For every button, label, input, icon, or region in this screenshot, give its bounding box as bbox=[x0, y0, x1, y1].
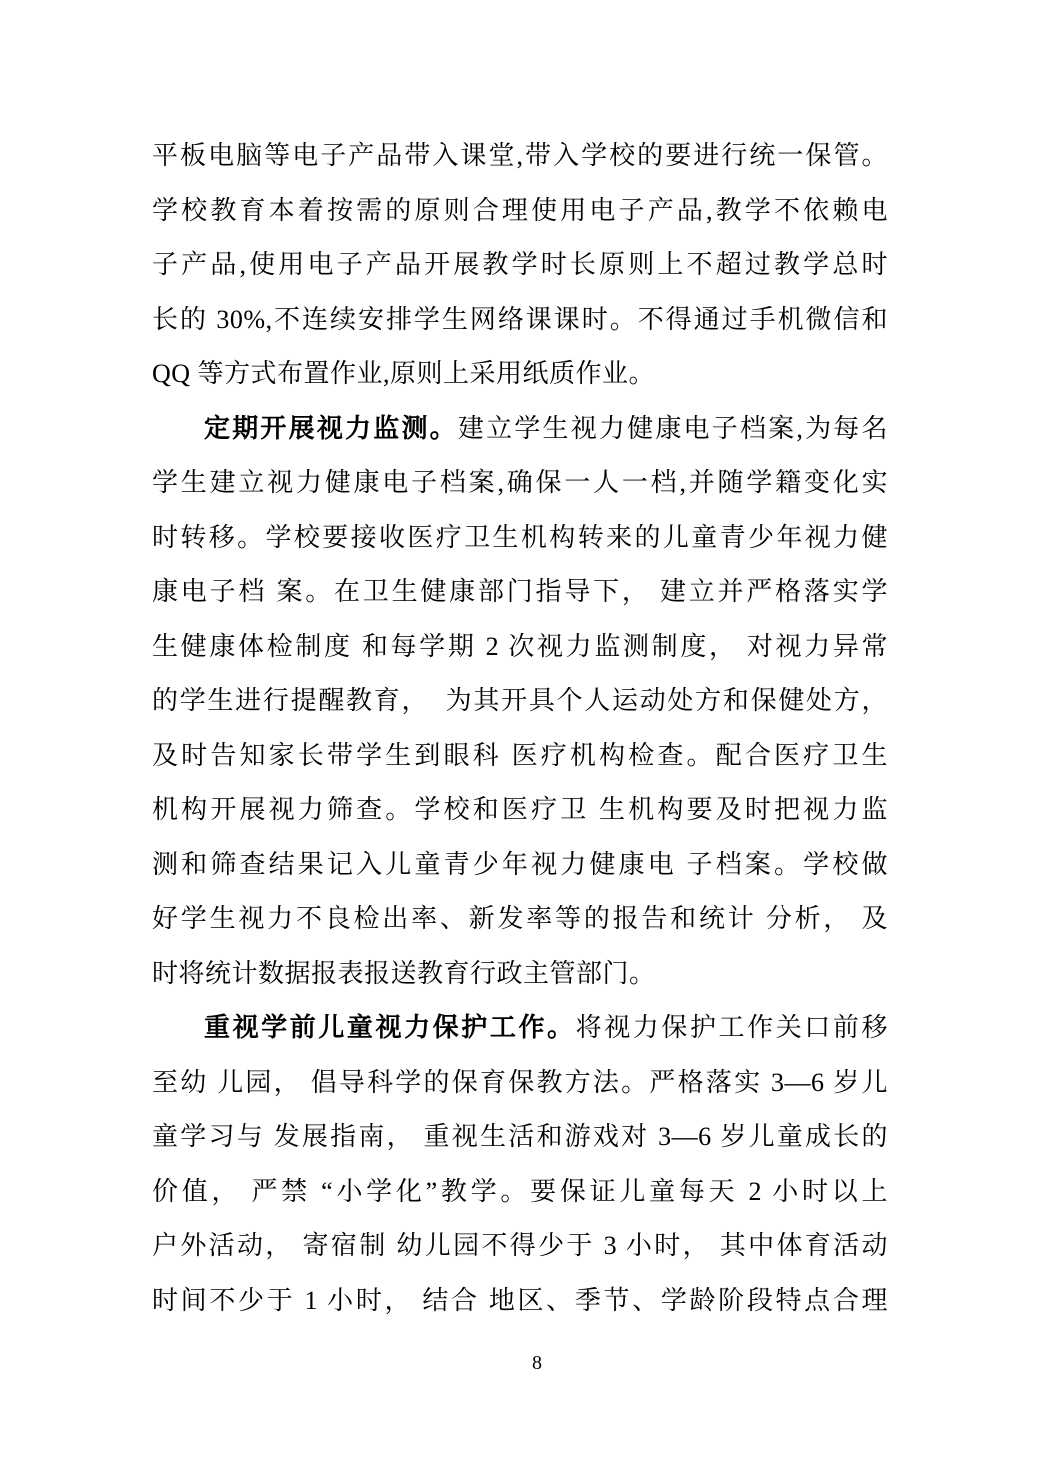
text-run: 建立学生视力健康电子档案,为每名 bbox=[457, 413, 888, 443]
text-line: 价值， 严禁 “小学化”教学。要保证儿童每天 2 小时以上 bbox=[152, 1176, 888, 1206]
text-run: 将视力保护工作关口前移 bbox=[575, 1013, 888, 1042]
text-line: 户外活动， 寄宿制 幼儿园不得少于 3 小时， 其中体育活动 bbox=[152, 1231, 888, 1260]
text-line: 平板电脑等电子产品带入课堂,带入学校的要进行统一保管。 bbox=[152, 141, 888, 170]
text-line: 生健康体检制度 和每学期 2 次视力监测制度， 对视力异常 bbox=[152, 631, 888, 661]
paragraph bbox=[152, 1001, 888, 1328]
text-line: 时间不少于 1 小时， 结合 地区、季节、学龄阶段特点合理 bbox=[152, 1285, 888, 1315]
text-line: 子产品,使用电子产品开展教学时长原则上不超过教学总时 bbox=[152, 250, 888, 279]
text-line bbox=[152, 1001, 888, 1056]
paragraph-lead-bold: 重视学前儿童视力保护工作。 bbox=[204, 1013, 576, 1042]
text-line: 好学生视力不良检出率、新发率等的报告和统计 分析， 及 bbox=[152, 904, 888, 933]
page-number: 8 bbox=[532, 1352, 542, 1374]
text-line: 学生建立视力健康电子档案,确保一人一档,并随学籍变化实 bbox=[152, 468, 888, 497]
text-line: 测和筛查结果记入儿童青少年视力健康电 子档案。学校做 bbox=[152, 849, 888, 879]
paragraph bbox=[152, 129, 888, 402]
text-line: 学校教育本着按需的原则合理使用电子产品,教学不依赖电 bbox=[152, 195, 888, 225]
text-line bbox=[152, 402, 888, 457]
document-body-text bbox=[152, 129, 888, 1328]
text-line: QQ 等方式布置作业,原则上采用纸质作业。 bbox=[152, 359, 656, 388]
text-line: 康电子档 案。在卫生健康部门指导下， 建立并严格落实学 bbox=[152, 577, 888, 606]
text-line: 及时告知家长带学生到眼科 医疗机构检查。配合医疗卫生 bbox=[152, 740, 888, 770]
text-line: 至幼 儿园， 倡导科学的保育保教方法。严格落实 3—6 岁儿 bbox=[152, 1067, 888, 1097]
paragraph bbox=[152, 402, 888, 1002]
text-line: 机构开展视力筛查。学校和医疗卫 生机构要及时把视力监 bbox=[152, 795, 888, 824]
paragraph-lead-bold: 定期开展视力监测。 bbox=[204, 413, 458, 443]
text-line: 时转移。学校要接收医疗卫生机构转来的儿童青少年视力健 bbox=[152, 522, 888, 552]
text-line: 长的 30%,不连续安排学生网络课课时。不得通过手机微信和 bbox=[152, 304, 888, 334]
text-line: 童学习与 发展指南， 重视生活和游戏对 3—6 岁儿童成长的 bbox=[152, 1122, 888, 1151]
text-line: 时将统计数据报表报送教育行政主管部门。 bbox=[152, 958, 656, 988]
text-line: 的学生进行提醒教育， 为其开具个人运动处方和保健处方， bbox=[152, 686, 888, 715]
